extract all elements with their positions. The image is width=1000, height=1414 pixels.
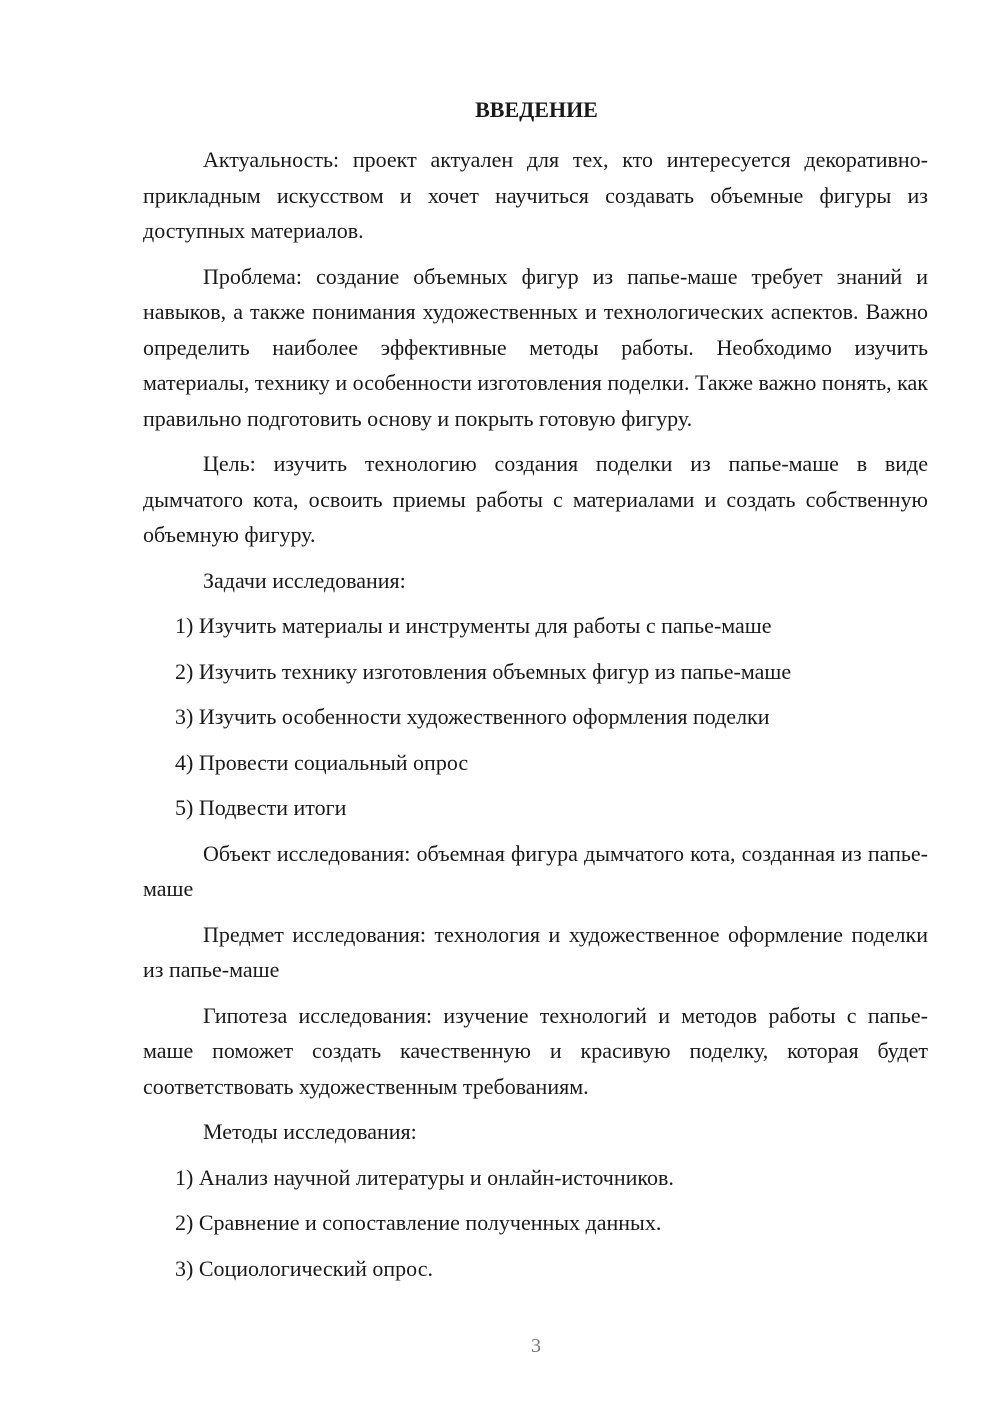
problem-paragraph: Проблема: создание объемных фигур из папье-маше требует знаний и навыков, а также понимания художественных и технологических аспектов. Важно определить наиболее эффективные методы работы. Необходимо изучить материалы, технику и особенности изготовления поделки. Также важно понять, как правильно подготовить основу и покрыть готовую фигуру. [143, 263, 928, 431]
list-item: 2) Изучить технику изготовления объемных фигур из папье-маше [175, 658, 792, 684]
goal-paragraph: Цель: изучить технологию создания поделки из папье-маше в виде дымчатого кота, освоить приемы работы с материалами и создать собственную объемную фигуру. [143, 451, 928, 547]
list-item: 4) Провести социальный опрос [175, 749, 469, 775]
list-item: 1) Изучить материалы и инструменты для работы с папье-маше [175, 613, 772, 638]
list-item: 3) Социологический опрос. [175, 1255, 433, 1281]
relevance-paragraph: Актуальность: проект актуален для тех, кто интересуется декоративно-прикладным искусством и хочет научиться создавать объемные фигуры из доступных материалов. [143, 147, 928, 243]
tasks-list [143, 608, 928, 826]
list-item: 5) Подвести итоги [175, 795, 347, 820]
list-item: 3) Изучить особенности художественного оформления поделки [175, 704, 770, 729]
list-item: 1) Анализ научной литературы и онлайн-источников. [175, 1164, 674, 1190]
object-paragraph: Объект исследования: объемная фигура дымчатого кота, созданная из папье-маше [143, 840, 928, 901]
document-page [143, 93, 928, 1296]
methods-title: Методы исследования: [203, 1119, 417, 1144]
subject-paragraph: Предмет исследования: технология и художественное оформление поделки из папье-маше [143, 921, 928, 982]
section-heading: ВВЕДЕНИЕ [475, 97, 598, 122]
tasks-title: Задачи исследования: [203, 567, 406, 593]
page-number: 3 [531, 1335, 541, 1357]
methods-list [143, 1160, 928, 1287]
hypothesis-paragraph: Гипотеза исследования: изучение технологий и методов работы с папье-маше поможет создать качественную и красивую поделку, которая будет соответствовать художественным требованиям. [143, 1002, 928, 1099]
list-item: 2) Сравнение и сопоставление полученных данных. [175, 1210, 662, 1235]
